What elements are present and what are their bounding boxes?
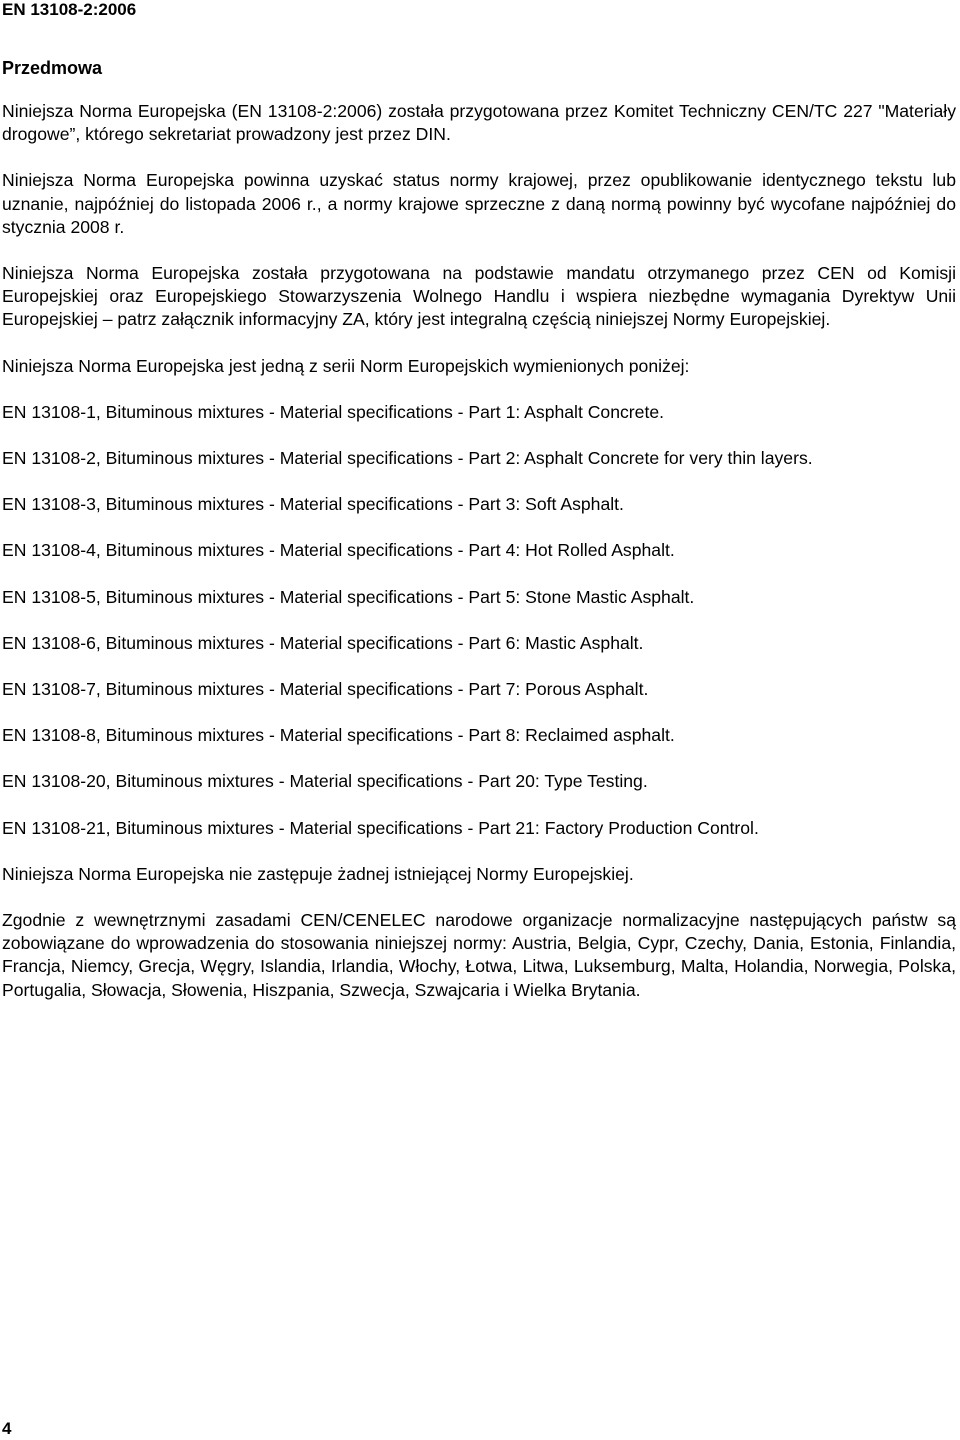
standards-list-item: EN 13108-20, Bituminous mixtures - Material specifications - Part 20: Type Testing. <box>2 771 648 792</box>
document-identifier: EN 13108-2:2006 <box>2 0 137 19</box>
paragraph-no-replacement: Niniejsza Norma Europejska nie zastępuje żadnej istniejącej Normy Europejskiej. <box>2 863 634 884</box>
standards-list <box>2 401 956 840</box>
standards-list-item: EN 13108-6, Bituminous mixtures - Material specifications - Part 6: Mastic Asphalt. <box>2 632 644 653</box>
standards-list-item: EN 13108-1, Bituminous mixtures - Material specifications - Part 1: Asphalt Concrete. <box>2 401 665 422</box>
paragraph-mandate: Niniejsza Norma Europejska została przygotowana na podstawie mandatu otrzymanego przez CEN od Komisji Europejskiej oraz Europejskiego Stowarzyszenia Wolnego Handlu i wspiera niezbędne wymagania Dyrektyw Unii Europejskiej – patrz załącznik informacyjny ZA, który jest integralną częścią niniejszej Normy Europejskiej. <box>2 263 956 330</box>
standards-list-item: EN 13108-7, Bituminous mixtures - Material specifications - Part 7: Porous Asphalt. <box>2 679 649 700</box>
paragraph-series-intro: Niniejsza Norma Europejska jest jedną z serii Norm Europejskich wymienionych poniżej: <box>2 355 690 376</box>
paragraph-committee: Niniejsza Norma Europejska (EN 13108-2:2006) została przygotowana przez Komitet Techniczny CEN/TC 227 "Materiały drogowe”, którego sekretariat prowadzony jest przez DIN. <box>2 101 956 145</box>
standards-list-item: EN 13108-3, Bituminous mixtures - Material specifications - Part 3: Soft Asphalt. <box>2 494 624 515</box>
standards-list-item: EN 13108-21, Bituminous mixtures - Material specifications - Part 21: Factory Production Control. <box>2 817 759 838</box>
standards-list-item: EN 13108-8, Bituminous mixtures - Material specifications - Part 8: Reclaimed asphalt. <box>2 725 675 746</box>
section-heading: Przedmowa <box>2 58 103 78</box>
document-body <box>2 100 956 1025</box>
paragraph-member-countries: Zgodnie z wewnętrznymi zasadami CEN/CENELEC narodowe organizacje normalizacyjne następujących państw są zobowiązane do wprowadzenia do stosowania niniejszej normy: Austria, Belgia, Cypr, Czechy, Dania, Estonia, Finlandia, Francja, Niemcy, Grecja, Węgry, Islandia, Irlandia, Włochy, Łotwa, Litwa, Luksemburg, Malta, Holandia, Norwegia, Polska, Portugalia, Słowacja, Słowenia, Hiszpania, Szwecja, Szwajcaria i Wielka Brytania. <box>2 910 956 1000</box>
page-number: 4 <box>2 1419 12 1438</box>
standards-list-item: EN 13108-2, Bituminous mixtures - Material specifications - Part 2: Asphalt Concrete for very thin layers. <box>2 448 813 469</box>
paragraph-status-deadlines: Niniejsza Norma Europejska powinna uzyskać status normy krajowej, przez opublikowanie identycznego tekstu lub uznanie, najpóźniej do listopada 2006 r., a normy krajowe sprzeczne z daną normą powinny być wycofane najpóźniej do stycznia 2008 r. <box>2 170 956 237</box>
standards-list-item: EN 13108-4, Bituminous mixtures - Material specifications - Part 4: Hot Rolled Asphalt. <box>2 540 675 561</box>
standards-list-item: EN 13108-5, Bituminous mixtures - Material specifications - Part 5: Stone Mastic Asphalt. <box>2 586 695 607</box>
